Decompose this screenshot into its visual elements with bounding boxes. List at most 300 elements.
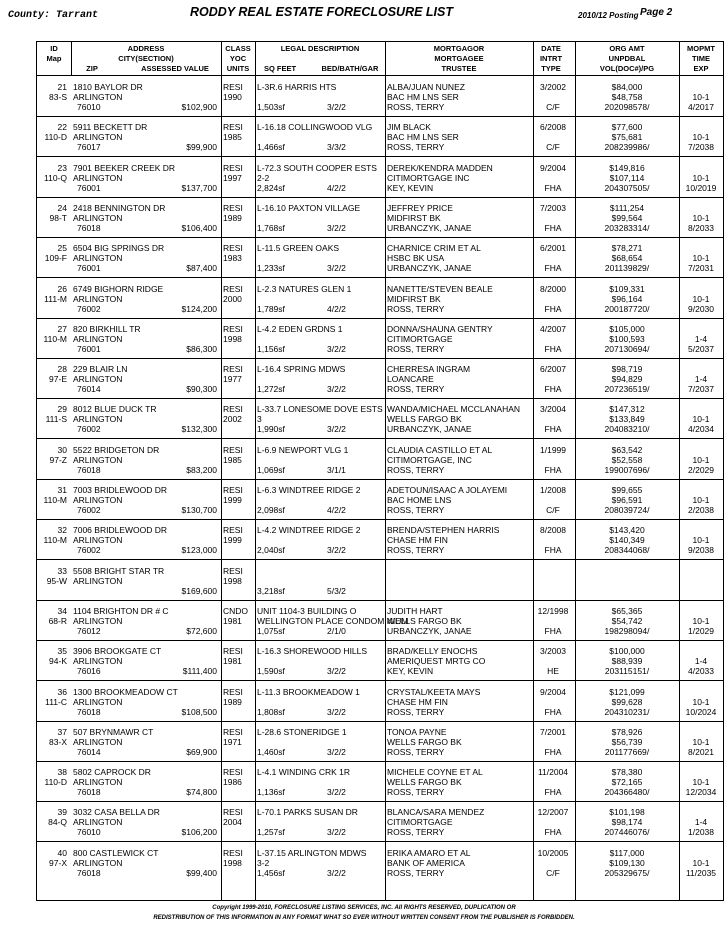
page-title: RODDY REAL ESTATE FORECLOSURE LIST (190, 5, 453, 19)
cell-exp: 11/2035 (685, 867, 717, 878)
cell-vol: 207446076/ (604, 827, 650, 838)
cell-unp: $96,591 (611, 495, 643, 505)
cell-yoc: 1997 (223, 172, 242, 183)
cell-org: $99,655 (611, 485, 643, 495)
row-separator (37, 116, 723, 117)
cell-mo: 10-1 (692, 414, 710, 425)
cell-id: 36 (57, 686, 67, 697)
cell-m1: CHERRESA INGRAM (387, 364, 471, 375)
cell-cls: RESI (223, 243, 243, 254)
cell-legal1: L-37.15 ARLINGTON MDWS (257, 847, 367, 858)
cell-m3: ROSS, TERRY (387, 746, 445, 757)
cell-legal1: L-72.3 SOUTH COOPER ESTS (257, 162, 377, 173)
cell-m1: ALBA/JUAN NUNEZ (387, 82, 465, 92)
cell-unp: $99,628 (611, 696, 643, 707)
cell-val: $123,000 (181, 545, 217, 556)
cell-yoc: 1981 (223, 656, 242, 667)
cell-sq: 2,098sf (257, 505, 285, 515)
cell-vol: 204310231/ (604, 706, 650, 717)
cell-addr: 507 BRYNMAWR CT (73, 726, 154, 737)
cell-exp: 1/2038 (688, 827, 714, 838)
cell-type: FHA (544, 343, 562, 354)
cell-bb: 3/2/2 (327, 102, 346, 112)
cell-m2: WELLS FARGO BK (387, 736, 462, 747)
cell-zip: 76001 (77, 263, 101, 274)
cell-vol: 203283314/ (604, 222, 650, 233)
cell-yoc: 1985 (223, 132, 242, 143)
cell-m3: ROSS, TERRY (387, 867, 445, 878)
cell-m1: ERIKA AMARO ET AL (387, 847, 471, 858)
cell-mo: 1-4 (694, 656, 708, 667)
row-separator (37, 479, 723, 480)
cell-type: FHA (544, 384, 562, 395)
cell-bb: 3/2/2 (327, 545, 346, 556)
cell-map: 68-R (48, 615, 67, 626)
cell-unp: $140,349 (609, 535, 645, 546)
cell-date: 3/2004 (540, 404, 566, 415)
cell-id: 39 (57, 807, 67, 818)
cell-mo: 10-1 (692, 535, 710, 546)
cell-cls: RESI (223, 82, 243, 92)
cell-bb: 3/2/2 (327, 706, 346, 717)
cell-city: ARLINGTON (73, 495, 123, 505)
page-number: Page 2 (640, 7, 673, 18)
divider (71, 42, 72, 75)
cell-cls: RESI (223, 646, 243, 657)
cell-val: $124,200 (181, 303, 217, 314)
cell-sq: 1,272sf (257, 384, 285, 395)
cell-id: 26 (57, 283, 67, 294)
header-address: ADDRESS CITY(SECTION) (118, 44, 174, 63)
cell-m3: KEY, KEVIN (387, 182, 434, 193)
cell-id: 34 (57, 605, 67, 616)
cell-sq: 1,136sf (257, 787, 285, 798)
cell-yoc: 1986 (223, 777, 242, 788)
cell-exp: 9/2030 (688, 303, 714, 314)
cell-addr: 229 BLAIR LN (73, 364, 128, 375)
cell-legal2: WELLINGTON PLACE CONDOMINIUM (257, 615, 409, 626)
cell-zip: 76010 (77, 827, 101, 838)
cell-bb: 3/2/2 (327, 424, 346, 435)
cell-m1: BRENDA/STEPHEN HARRIS (387, 525, 500, 536)
cell-cls: RESI (223, 525, 243, 536)
cell-type: FHA (544, 424, 562, 435)
cell-zip: 76018 (77, 867, 101, 878)
cell-city: ARLINGTON (73, 575, 123, 586)
cell-legal1: L-4.2 WINDTREE RIDGE 2 (257, 525, 361, 536)
cell-map: 111-M (44, 293, 67, 304)
cell-exp: 12/2034 (685, 787, 717, 798)
cell-cls: RESI (223, 686, 243, 697)
cell-val: $102,900 (181, 102, 217, 112)
cell-sq: 1,156sf (257, 343, 285, 354)
cell-cls: RESI (223, 444, 243, 455)
cell-exp: 4/2017 (688, 102, 714, 112)
cell-org: $77,600 (611, 122, 643, 133)
cell-mo: 10-1 (692, 857, 710, 868)
cell-m2: BAC HOME LNS (387, 495, 452, 505)
row-separator (37, 801, 723, 802)
cell-org: $109,331 (609, 283, 645, 294)
cell-map: 83-X (49, 736, 67, 747)
row-separator (37, 438, 723, 439)
cell-addr: 5802 CAPROCK DR (73, 767, 151, 778)
cell-mo: 10-1 (692, 615, 710, 626)
cell-city: ARLINGTON (73, 293, 123, 304)
cell-val: $87,400 (186, 263, 217, 274)
cell-sq: 3,218sf (257, 585, 285, 596)
cell-type: FHA (544, 464, 562, 475)
cell-legal1: L-4.1 WINDING CRK 1R (257, 767, 351, 778)
row-separator (37, 841, 723, 842)
cell-m3: ROSS, TERRY (387, 343, 445, 354)
cell-cls: RESI (223, 162, 243, 173)
cell-date: 9/2004 (540, 686, 566, 697)
table-row (37, 443, 723, 482)
cell-vol: 203115151/ (604, 666, 650, 677)
cell-addr: 1104 BRIGHTON DR # C (73, 605, 169, 616)
cell-sq: 1,075sf (257, 625, 285, 636)
cell-addr: 6504 BIG SPRINGS DR (73, 243, 165, 254)
table-row (37, 685, 723, 724)
cell-legal2: 3-2 (257, 857, 270, 868)
cell-legal1: L-16.3 SHOREWOOD HILLS (257, 646, 368, 657)
cell-vol: 202098578/ (604, 102, 650, 112)
cell-mo: 1-4 (694, 333, 708, 344)
cell-org: $84,000 (611, 82, 643, 92)
cell-id: 33 (57, 565, 67, 576)
cell-unp: $96,164 (611, 293, 643, 304)
cell-id: 23 (57, 162, 67, 173)
cell-city: ARLINGTON (73, 615, 123, 626)
cell-cls: RESI (223, 726, 243, 737)
cell-org: $149,816 (609, 162, 645, 173)
cell-m2: LOANCARE (387, 374, 434, 385)
table-row (37, 564, 723, 603)
cell-map: 111-C (45, 696, 67, 707)
cell-mo: 10-1 (692, 736, 710, 747)
cell-val: $169,600 (181, 585, 217, 596)
cell-bb: 3/2/2 (327, 222, 346, 233)
cell-date: 8/2000 (540, 283, 566, 294)
cell-id: 38 (57, 767, 67, 778)
cell-m2: WELLS FARGO BK (387, 414, 462, 425)
cell-m2: CITIMORTGAGE, INC (387, 454, 472, 465)
cell-sq: 1,456sf (257, 867, 285, 878)
header-sqfeet: SQ FEET (263, 64, 297, 73)
cell-date: 7/2003 (540, 202, 566, 213)
cell-legal1: L-2.3 NATURES GLEN 1 (257, 283, 352, 294)
cell-legal1: L-6.9 NEWPORT VLG 1 (257, 444, 349, 455)
cell-org: $101,198 (609, 807, 645, 818)
cell-m2: BANK OF AMERICA (387, 857, 465, 868)
cell-city: ARLINGTON (73, 656, 123, 667)
cell-zip: 76010 (77, 102, 101, 112)
table-row (37, 604, 723, 643)
table-row (37, 644, 723, 683)
cell-cls: RESI (223, 807, 243, 818)
cell-m2: HSBC BK USA (387, 253, 445, 264)
cell-zip: 76002 (77, 505, 101, 515)
cell-date: 3/2002 (540, 82, 566, 92)
cell-exp: 7/2031 (688, 263, 714, 274)
header-id: ID Map (46, 44, 62, 63)
cell-city: ARLINGTON (73, 333, 123, 344)
row-separator (37, 721, 723, 722)
cell-org: $78,380 (611, 767, 643, 778)
cell-bb: 3/2/2 (327, 746, 346, 757)
cell-yoc: 1989 (223, 696, 242, 707)
cell-type: C/F (546, 867, 560, 878)
cell-val: $106,200 (181, 827, 217, 838)
table-row (37, 120, 723, 159)
cell-legal1: UNIT 1104-3 BUILDING O (257, 605, 357, 616)
row-separator (37, 559, 723, 560)
cell-bb: 4/2/2 (327, 505, 346, 515)
cell-m2: CITIMORTGAGE (387, 333, 453, 344)
cell-city: ARLINGTON (73, 212, 123, 223)
cell-date: 7/2001 (540, 726, 566, 737)
cell-addr: 1810 BAYLOR DR (73, 82, 143, 92)
cell-zip: 76002 (77, 545, 101, 556)
cell-city: ARLINGTON (73, 454, 123, 465)
cell-bb: 3/2/2 (327, 666, 346, 677)
cell-exp: 1/2029 (688, 625, 714, 636)
cell-legal2: 3 (257, 414, 262, 425)
cell-unp: $52,558 (611, 454, 643, 465)
cell-type: FHA (544, 545, 562, 556)
cell-type: C/F (546, 505, 560, 515)
cell-addr: 1300 BROOKMEADOW CT (73, 686, 178, 697)
table-row (37, 846, 723, 885)
cell-unp: $68,654 (611, 253, 643, 264)
cell-date: 6/2008 (540, 122, 566, 133)
cell-zip: 76018 (77, 706, 101, 717)
row-separator (37, 761, 723, 762)
cell-city: ARLINGTON (73, 535, 123, 546)
cell-yoc: 1998 (223, 575, 242, 586)
cell-vol: 204366480/ (604, 787, 650, 798)
cell-val: $111,400 (182, 666, 217, 677)
cell-map: 110-D (44, 132, 67, 143)
cell-map: 94-K (49, 656, 67, 667)
cell-zip: 76001 (77, 182, 101, 193)
cell-exp: 10/2024 (685, 706, 717, 717)
cell-yoc: 1999 (223, 535, 242, 546)
cell-exp: 7/2038 (688, 142, 714, 153)
cell-sq: 2,824sf (257, 182, 285, 193)
cell-cls: CNDO (223, 605, 249, 616)
cell-bb: 4/2/2 (327, 303, 346, 314)
cell-bb: 3/2/2 (327, 787, 346, 798)
cell-zip: 76002 (77, 303, 101, 314)
cell-yoc: 1985 (223, 454, 242, 465)
cell-exp: 5/2037 (688, 343, 714, 354)
header-legal: LEGAL DESCRIPTION (280, 44, 360, 53)
cell-cls: RESI (223, 404, 243, 415)
cell-addr: 5911 BECKETT DR (73, 122, 148, 133)
cell-type: FHA (544, 263, 562, 274)
cell-date: 8/2008 (540, 525, 566, 536)
row-separator (37, 197, 723, 198)
cell-yoc: 2004 (223, 817, 242, 828)
cell-yoc: 1998 (223, 857, 242, 868)
cell-mo: 10-1 (692, 212, 710, 223)
cell-cls: RESI (223, 364, 243, 375)
cell-id: 22 (57, 122, 67, 133)
cell-legal1: L-33.7 LONESOME DOVE ESTS (257, 404, 383, 415)
cell-zip: 76012 (77, 625, 101, 636)
header-class: CLASS YOC UNITS (225, 44, 251, 73)
cell-map: 110-M (43, 495, 67, 505)
cell-org: $98,719 (611, 364, 643, 375)
cell-zip: 76018 (77, 787, 101, 798)
cell-legal1: L-4.2 EDEN GRDNS 1 (257, 323, 343, 334)
cell-m2: CITIMORTGAGE INC (387, 172, 470, 183)
cell-legal1: L-11.5 GREEN OAKS (257, 243, 340, 254)
row-separator (37, 156, 723, 157)
cell-val: $83,200 (186, 464, 217, 475)
cell-org: $63,542 (611, 444, 643, 455)
cell-m2: BAC HM LNS SER (387, 132, 459, 143)
cell-m2: BAC HM LNS SER (387, 92, 459, 102)
cell-m3: URBANCZYK, JANAE (387, 263, 472, 274)
table-row (37, 523, 723, 562)
cell-yoc: 2002 (223, 414, 242, 425)
cell-id: 32 (57, 525, 67, 536)
cell-date: 12/2007 (537, 807, 569, 818)
cell-city: ARLINGTON (73, 414, 123, 425)
cell-m2: WELLS FARGO BK (387, 777, 462, 788)
cell-map: 95-W (46, 575, 67, 586)
cell-vol: 207236519/ (604, 384, 650, 395)
cell-city: ARLINGTON (73, 696, 123, 707)
cell-id: 30 (57, 444, 67, 455)
cell-unp: $75,681 (611, 132, 643, 143)
cell-yoc: 1983 (223, 253, 242, 264)
cell-vol: 201177669/ (604, 746, 650, 757)
cell-org: $147,312 (609, 404, 645, 415)
header-org: ORG AMT UNPDBAL VOL(DOC#)/PG (599, 44, 655, 73)
cell-exp: 8/2021 (688, 746, 714, 757)
cell-id: 25 (57, 243, 67, 254)
row-separator (37, 277, 723, 278)
cell-org: $105,000 (609, 323, 645, 334)
cell-bb: 3/2/2 (327, 263, 346, 274)
cell-city: ARLINGTON (73, 172, 123, 183)
cell-unp: $109,130 (609, 857, 645, 868)
row-separator (37, 398, 723, 399)
cell-id: 29 (57, 404, 67, 415)
cell-addr: 7901 BEEKER CREEK DR (73, 162, 176, 173)
cell-mo: 10-1 (692, 293, 710, 304)
cell-id: 31 (57, 485, 67, 495)
cell-id: 27 (57, 323, 67, 334)
cell-map: 109-F (44, 253, 67, 264)
cell-m1: NANETTE/STEVEN BEALE (387, 283, 493, 294)
cell-legal1: L-3R.6 HARRIS HTS (257, 82, 337, 92)
row-separator (37, 358, 723, 359)
cell-zip: 76014 (77, 746, 101, 757)
cell-sq: 1,990sf (257, 424, 285, 435)
header-bedbath: BED/BATH/GAR (321, 64, 379, 73)
cell-cls: RESI (223, 767, 243, 778)
cell-vol: 199007696/ (604, 464, 650, 475)
cell-unp: $72,165 (611, 777, 643, 788)
cell-vol: 201139829/ (604, 263, 650, 274)
cell-sq: 1,789sf (257, 303, 285, 314)
cell-type: HE (547, 666, 559, 677)
cell-zip: 76001 (77, 343, 101, 354)
cell-m3: KEY, KEVIN (387, 666, 434, 677)
cell-map: 110-D (44, 777, 67, 788)
cell-addr: 800 CASTLEWICK CT (73, 847, 159, 858)
cell-unp: $94,829 (611, 374, 643, 385)
cell-type: FHA (544, 787, 562, 798)
cell-org: $65,365 (611, 605, 643, 616)
cell-bb: 3/2/2 (327, 827, 346, 838)
listing-table (36, 41, 724, 901)
cell-addr: 7006 BRIDLEWOOD DR (73, 525, 167, 536)
cell-cls: RESI (223, 323, 243, 334)
cell-date: 12/1998 (537, 605, 569, 616)
cell-bb: 3/3/2 (327, 142, 346, 153)
cell-exp: 4/2034 (688, 424, 714, 435)
cell-vol: 204083210/ (604, 424, 650, 435)
cell-vol: 207130694/ (604, 343, 650, 354)
cell-mo: 10-1 (692, 777, 710, 788)
cell-m3: ROSS, TERRY (387, 384, 445, 395)
cell-unp: $54,742 (611, 615, 643, 626)
cell-map: 83-S (49, 92, 67, 102)
cell-val: $99,900 (186, 142, 217, 153)
cell-m3: ROSS, TERRY (387, 505, 445, 515)
row-separator (37, 318, 723, 319)
cell-m1: CHARNICE CRIM ET AL (387, 243, 481, 254)
cell-m1: DEREK/KENDRA MADDEN (387, 162, 493, 173)
cell-m3: ROSS, TERRY (387, 827, 445, 838)
cell-zip: 76002 (77, 424, 101, 435)
cell-legal1: L-70.1 PARKS SUSAN DR (257, 807, 358, 818)
cell-addr: 3906 BROOKGATE CT (73, 646, 162, 657)
copyright-notice: REDISTRIBUTION OF THIS INFORMATION IN ANY FORMAT WHAT SO EVER WITHOUT WRITTEN CONSENT FROM THE PUBLISHER IS FORBIDDEN. (153, 915, 575, 921)
cell-m1: ADETOUN/ISAAC A JOLAYEMI (387, 485, 508, 495)
cell-m2: CITIMORTGAGE (387, 817, 453, 828)
cell-legal1: L-6.3 WINDTREE RIDGE 2 (257, 485, 361, 495)
cell-exp: 2/2038 (688, 505, 714, 515)
cell-mo: 10-1 (692, 132, 710, 143)
cell-m3: ROSS, TERRY (387, 303, 445, 314)
cell-mo: 10-1 (692, 253, 710, 264)
cell-addr: 6749 BIGHORN RIDGE (73, 283, 164, 294)
cell-m3: ROSS, TERRY (387, 102, 445, 112)
cell-exp: 10/2019 (685, 182, 717, 193)
row-separator (37, 237, 723, 238)
cell-mo: 10-1 (692, 454, 710, 465)
cell-org: $111,254 (609, 202, 645, 213)
cell-id: 40 (57, 847, 67, 858)
cell-id: 24 (57, 202, 67, 213)
cell-city: ARLINGTON (73, 736, 123, 747)
cell-m3: ROSS, TERRY (387, 706, 445, 717)
cell-date: 9/2004 (540, 162, 566, 173)
row-separator (37, 600, 723, 601)
cell-type: C/F (546, 142, 560, 153)
cell-val: $130,700 (181, 505, 217, 515)
cell-unp: $99,564 (611, 212, 643, 223)
cell-sq: 1,466sf (257, 142, 285, 153)
cell-sq: 1,257sf (257, 827, 285, 838)
